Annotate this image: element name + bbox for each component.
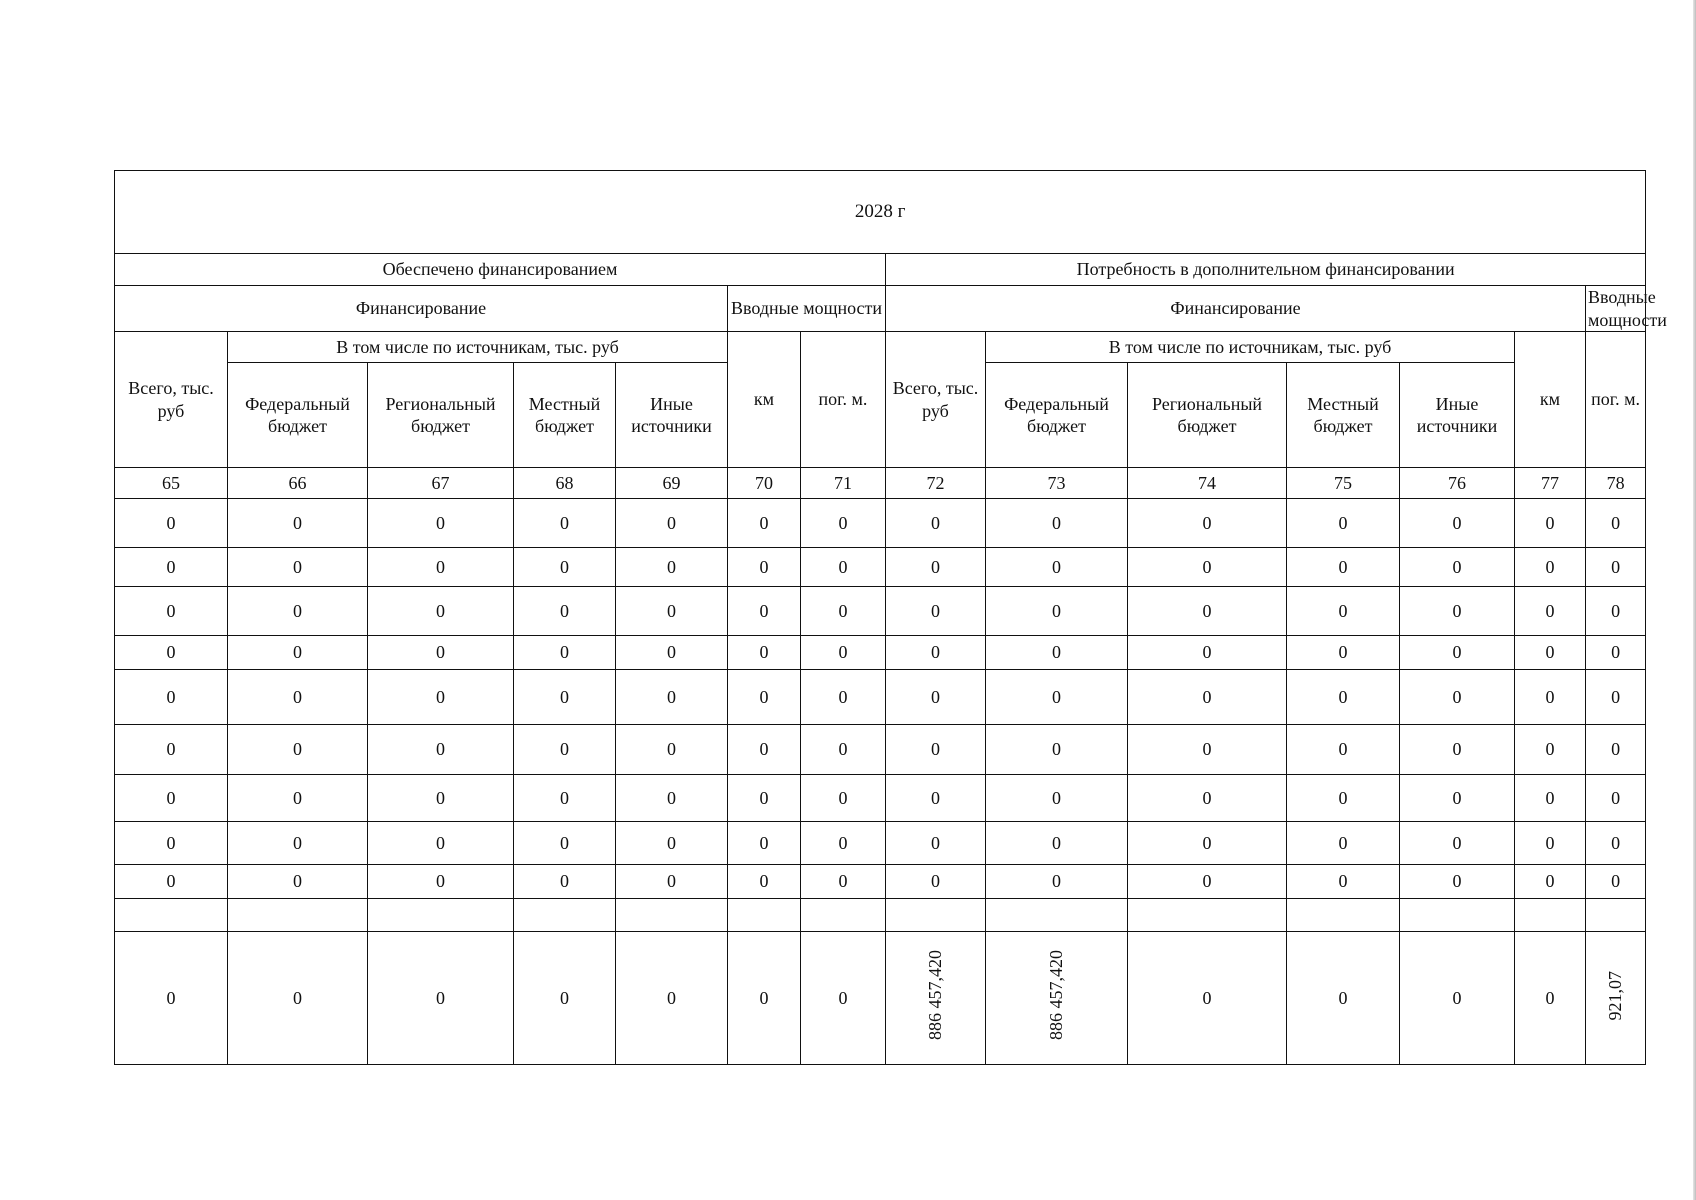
table-cell: 0	[616, 499, 728, 548]
table-cell: 0	[986, 636, 1128, 670]
table-cell: 0	[886, 865, 986, 899]
column-number: 71	[801, 468, 886, 499]
secured-financing-header: Финансирование	[115, 286, 728, 332]
table-cell: 0	[228, 670, 368, 725]
secured-other-header: Иные источники	[616, 363, 728, 468]
table-cell: 0	[1515, 670, 1586, 725]
table-cell	[886, 899, 986, 932]
table-cell: 0	[728, 548, 801, 587]
table-cell: 0	[1287, 822, 1400, 865]
total-cell	[1586, 932, 1646, 1065]
table-cell	[115, 899, 228, 932]
year-header: 2028 г	[115, 171, 1646, 254]
table-cell: 0	[886, 775, 986, 822]
need-regional-header: Региональный бюджет	[1128, 363, 1287, 468]
table-cell: 0	[228, 865, 368, 899]
table-cell: 0	[1128, 670, 1287, 725]
table-row	[115, 725, 1646, 775]
table-cell: 0	[1515, 725, 1586, 775]
secured-pog-header: пог. м.	[801, 332, 886, 468]
table-cell: 0	[1515, 636, 1586, 670]
total-value: 0	[667, 987, 676, 1008]
table-cell: 0	[1287, 587, 1400, 636]
table-cell: 0	[1586, 587, 1646, 636]
table-cell: 0	[368, 725, 514, 775]
table-cell: 0	[986, 587, 1128, 636]
total-value: 0	[1452, 987, 1462, 1008]
table-cell: 0	[1287, 725, 1400, 775]
table-cell: 0	[1400, 775, 1515, 822]
table-cell: 0	[801, 499, 886, 548]
table-cell: 0	[115, 775, 228, 822]
table-cell: 0	[514, 775, 616, 822]
group-row	[115, 254, 1646, 286]
secured-total-header: Всего, тыс. руб	[115, 332, 228, 468]
total-cell	[1287, 932, 1400, 1065]
table-cell: 0	[1128, 499, 1287, 548]
table-row	[115, 899, 1646, 932]
column-number: 66	[228, 468, 368, 499]
table-cell: 0	[1586, 725, 1646, 775]
total-value: 0	[166, 987, 176, 1008]
table-cell: 0	[228, 775, 368, 822]
table-cell	[1128, 899, 1287, 932]
table-cell: 0	[1287, 670, 1400, 725]
total-value: 921,07	[1605, 970, 1626, 1020]
table-cell: 0	[115, 670, 228, 725]
table-cell: 0	[616, 725, 728, 775]
table-cell: 0	[1515, 587, 1586, 636]
table-cell: 0	[801, 548, 886, 587]
table-cell: 0	[616, 822, 728, 865]
table-cell: 0	[1586, 822, 1646, 865]
table-cell: 0	[801, 587, 886, 636]
need-capacity-header: Вводные мощности	[1586, 286, 1646, 332]
table-cell: 0	[986, 670, 1128, 725]
table-cell: 0	[514, 822, 616, 865]
table-row	[115, 636, 1646, 670]
need-sources-header: В том числе по источникам, тыс. руб	[986, 332, 1515, 363]
table-cell	[728, 899, 801, 932]
table-cell: 0	[1400, 822, 1515, 865]
total-cell	[228, 932, 368, 1065]
table-cell: 0	[514, 865, 616, 899]
total-cell	[514, 932, 616, 1065]
total-value: 886 457,420	[925, 950, 946, 1041]
table-cell: 0	[986, 822, 1128, 865]
table-cell: 0	[801, 636, 886, 670]
total-value: 0	[838, 987, 848, 1008]
table-cell: 0	[616, 548, 728, 587]
table-cell: 0	[1586, 499, 1646, 548]
table-cell: 0	[801, 822, 886, 865]
table-cell: 0	[728, 499, 801, 548]
table-cell: 0	[514, 670, 616, 725]
table-cell: 0	[115, 548, 228, 587]
table-cell: 0	[368, 670, 514, 725]
column-number: 72	[886, 468, 986, 499]
table-cell: 0	[986, 865, 1128, 899]
table-cell: 0	[514, 548, 616, 587]
table-cell: 0	[115, 725, 228, 775]
table-cell: 0	[1400, 865, 1515, 899]
table-cell: 0	[1400, 499, 1515, 548]
table-cell: 0	[1400, 587, 1515, 636]
table-cell: 0	[228, 725, 368, 775]
secured-sources-header: В том числе по источникам, тыс. руб	[228, 332, 728, 363]
table-row	[115, 548, 1646, 587]
total-cell	[1400, 932, 1515, 1065]
table-cell: 0	[514, 636, 616, 670]
column-number: 76	[1400, 468, 1515, 499]
column-number: 77	[1515, 468, 1586, 499]
table-cell: 0	[886, 499, 986, 548]
table-cell: 0	[1128, 822, 1287, 865]
table-cell: 0	[368, 865, 514, 899]
table-cell	[616, 899, 728, 932]
table-cell: 0	[728, 822, 801, 865]
table-cell: 0	[986, 725, 1128, 775]
table-cell: 0	[616, 670, 728, 725]
table-cell: 0	[1586, 775, 1646, 822]
table-cell: 0	[1128, 725, 1287, 775]
column-number: 74	[1128, 468, 1287, 499]
table-cell: 0	[801, 775, 886, 822]
table-cell: 0	[1515, 865, 1586, 899]
table-cell: 0	[514, 725, 616, 775]
table-cell: 0	[368, 548, 514, 587]
table-cell: 0	[886, 725, 986, 775]
table-cell: 0	[801, 865, 886, 899]
table-cell: 0	[1287, 775, 1400, 822]
need-km-header: км	[1515, 332, 1586, 468]
table-cell: 0	[986, 548, 1128, 587]
secured-km-header: км	[728, 332, 801, 468]
table-cell: 0	[886, 548, 986, 587]
column-number: 73	[986, 468, 1128, 499]
table-cell: 0	[1128, 775, 1287, 822]
table-cell: 0	[1400, 548, 1515, 587]
total-value: 0	[1338, 987, 1348, 1008]
table-cell: 0	[1128, 587, 1287, 636]
table-row	[115, 587, 1646, 636]
table-cell: 0	[1287, 499, 1400, 548]
table-cell: 0	[886, 670, 986, 725]
secured-federal-header: Федеральный бюджет	[228, 363, 368, 468]
table-cell: 0	[1287, 865, 1400, 899]
table-cell	[514, 899, 616, 932]
total-cell	[1128, 932, 1287, 1065]
table-cell: 0	[115, 499, 228, 548]
table-cell: 0	[1515, 548, 1586, 587]
column-number: 69	[616, 468, 728, 499]
table-cell: 0	[228, 548, 368, 587]
total-value: 0	[436, 987, 445, 1008]
need-other-header: Иные источники	[1400, 363, 1515, 468]
column-number: 78	[1586, 468, 1646, 499]
column-number: 68	[514, 468, 616, 499]
table-cell: 0	[1400, 636, 1515, 670]
total-cell	[886, 932, 986, 1065]
table-cell: 0	[728, 670, 801, 725]
total-value: 0	[759, 987, 769, 1008]
table-cell: 0	[1586, 670, 1646, 725]
table-cell: 0	[886, 822, 986, 865]
table-cell: 0	[616, 636, 728, 670]
column-number: 75	[1287, 468, 1400, 499]
total-value: 886 457,420	[1046, 950, 1067, 1041]
table-cell: 0	[115, 587, 228, 636]
table-cell: 0	[728, 587, 801, 636]
total-value: 0	[293, 987, 302, 1008]
table-cell: 0	[228, 587, 368, 636]
column-number: 70	[728, 468, 801, 499]
table-cell: 0	[1128, 548, 1287, 587]
table-cell: 0	[514, 587, 616, 636]
table-cell: 0	[1586, 548, 1646, 587]
column-number-row	[115, 468, 1646, 499]
table-cell: 0	[1586, 865, 1646, 899]
table-row	[115, 670, 1646, 725]
sources-row	[115, 332, 1646, 363]
total-value: 0	[560, 987, 569, 1008]
table-cell: 0	[986, 499, 1128, 548]
table-cell: 0	[886, 636, 986, 670]
total-cell	[801, 932, 886, 1065]
table-cell: 0	[1287, 548, 1400, 587]
total-cell	[616, 932, 728, 1065]
total-cell	[1515, 932, 1586, 1065]
table-cell: 0	[886, 587, 986, 636]
table-cell: 0	[514, 499, 616, 548]
table-cell: 0	[368, 822, 514, 865]
need-financing-header: Финансирование	[886, 286, 1586, 332]
table-cell: 0	[1515, 822, 1586, 865]
table-cell: 0	[368, 587, 514, 636]
total-cell	[986, 932, 1128, 1065]
table-row	[115, 499, 1646, 548]
secured-group-header: Обеспечено финансированием	[115, 254, 886, 286]
table-cell: 0	[728, 865, 801, 899]
table-cell: 0	[228, 822, 368, 865]
table-row	[115, 822, 1646, 865]
table-cell: 0	[616, 775, 728, 822]
table-cell	[986, 899, 1128, 932]
need-group-header: Потребность в дополнительном финансировании	[886, 254, 1646, 286]
table-cell: 0	[368, 499, 514, 548]
column-number: 65	[115, 468, 228, 499]
need-local-header: Местный бюджет	[1287, 363, 1400, 468]
column-number: 67	[368, 468, 514, 499]
table-cell: 0	[986, 775, 1128, 822]
table-cell: 0	[368, 775, 514, 822]
table-cell	[1400, 899, 1515, 932]
table-cell: 0	[228, 636, 368, 670]
table-cell: 0	[1128, 865, 1287, 899]
table-cell: 0	[728, 725, 801, 775]
secured-local-header: Местный бюджет	[514, 363, 616, 468]
table-cell	[1287, 899, 1400, 932]
need-federal-header: Федеральный бюджет	[986, 363, 1128, 468]
table-cell: 0	[1586, 636, 1646, 670]
table-cell: 0	[115, 822, 228, 865]
table-row	[115, 865, 1646, 899]
table-cell: 0	[1400, 670, 1515, 725]
subgroup-row	[115, 286, 1646, 332]
secured-capacity-header: Вводные мощности	[728, 286, 886, 332]
total-row	[115, 932, 1646, 1065]
table-cell: 0	[801, 670, 886, 725]
table-cell: 0	[1515, 775, 1586, 822]
total-cell	[728, 932, 801, 1065]
total-cell	[115, 932, 228, 1065]
table-cell: 0	[1128, 636, 1287, 670]
table-cell: 0	[228, 499, 368, 548]
total-value: 0	[1202, 987, 1212, 1008]
table-cell: 0	[1515, 499, 1586, 548]
table-cell	[368, 899, 514, 932]
need-pog-header: пог. м.	[1586, 332, 1646, 468]
table-cell: 0	[728, 636, 801, 670]
table-cell: 0	[1400, 725, 1515, 775]
table-cell: 0	[616, 587, 728, 636]
table-cell: 0	[115, 865, 228, 899]
need-total-header: Всего, тыс. руб	[886, 332, 986, 468]
table-cell	[228, 899, 368, 932]
table-cell	[1586, 899, 1646, 932]
table-cell: 0	[368, 636, 514, 670]
table-cell: 0	[115, 636, 228, 670]
financing-table	[114, 170, 1667, 1065]
table-cell: 0	[728, 775, 801, 822]
table-row	[115, 775, 1646, 822]
year-row	[115, 171, 1646, 254]
table-cell	[1515, 899, 1586, 932]
total-value: 0	[1545, 987, 1555, 1008]
table-cell: 0	[801, 725, 886, 775]
table-cell: 0	[616, 865, 728, 899]
table-cell	[801, 899, 886, 932]
table-cell: 0	[1287, 636, 1400, 670]
total-cell	[368, 932, 514, 1065]
secured-regional-header: Региональный бюджет	[368, 363, 514, 468]
